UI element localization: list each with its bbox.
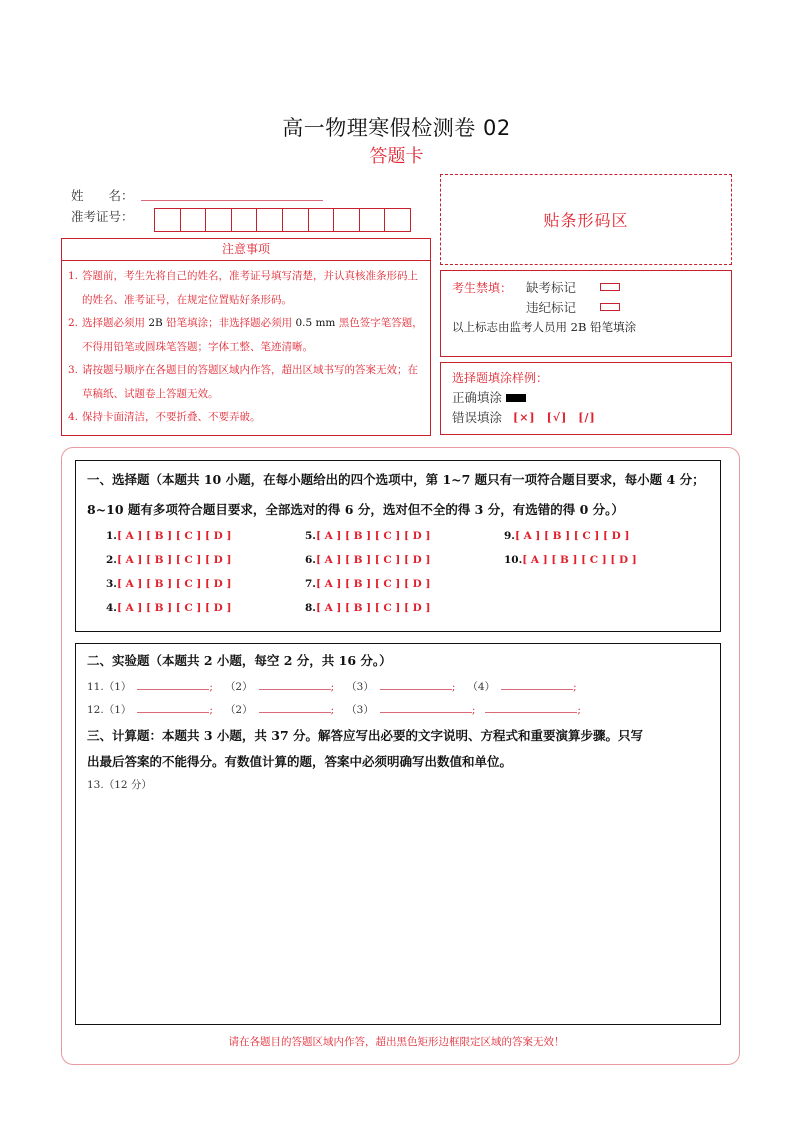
id-digit-box[interactable] [282,208,309,232]
wrong-mark-check-icon: [√] [546,411,568,424]
proctor-box [440,270,732,357]
notice-item: 3. 请按题号顺序在各题目的答题区域内作答，超出区域书写的答案无效；在草稿纸、试题卷上答题无效。 [68,364,418,400]
answer-blank[interactable] [501,678,573,690]
id-digit-box[interactable] [359,208,386,232]
proctor-note: 以上标志由监考人员用 2B 铅笔填涂 [452,320,637,334]
id-digit-box[interactable] [308,208,335,232]
q12-row: 12. （1） ; （2） ; （3） ; ; [76,699,720,722]
mc-question[interactable]: 9.[ A ] [ B ] [ C ] [ D ] [504,530,630,542]
id-digit-box[interactable] [154,208,181,232]
name-label: 姓 名： [71,188,134,203]
barcode-area [440,174,732,265]
notice-title: 注意事项 [62,239,430,261]
id-digit-box[interactable] [333,208,360,232]
absent-mark-box[interactable] [600,283,620,291]
id-digit-box[interactable] [205,208,232,232]
section-experiment-and-calculation [75,643,721,1025]
footer-warning: 请在各题目的答题区域内作答，超出黑色矩形边框限定区域的答案无效！ [228,1036,565,1048]
wrong-fill-label: 错误填涂 [452,410,503,425]
fill-sample-box [440,362,732,435]
id-digit-box[interactable] [180,208,207,232]
notice-item: 1. 答题前，考生先将自己的姓名，准考证号填写清楚，并认真核准条形码上的姓名、准考证号，在规定位置贴好条形码。 [68,270,418,306]
answer-blank[interactable] [259,678,331,690]
q13-answer-area[interactable] [76,789,720,1024]
violation-mark-box[interactable] [600,303,620,311]
filled-mark-icon [506,394,526,402]
proctor-label: 考生禁填： [452,280,513,295]
mc-question[interactable]: 4.[ A ] [ B ] [ C ] [ D ] [106,602,232,614]
mc-question[interactable]: 2.[ A ] [ B ] [ C ] [ D ] [106,554,232,566]
violation-mark-label: 违纪标记 [526,300,577,315]
fill-sample-title: 选择题填涂样例： [452,371,549,385]
absent-mark-label: 缺考标记 [526,280,577,295]
wrong-mark-slash-icon: [/] [578,411,596,424]
section3-heading-line2: 出最后答案的不能得分。有数值计算的题，答案中必须明确写出数值和单位。 [87,754,513,769]
answer-blank[interactable] [485,701,577,713]
section2-heading: 二、实验题（本题共 2 小题，每空 2 分，共 16 分。） [87,653,392,668]
mc-question[interactable]: 1.[ A ] [ B ] [ C ] [ D ] [106,530,232,542]
notice-item: 2. 选择题必须用 2B 铅笔填涂；非选择题必须用 0.5 mm 黑色签字笔答题，不得用铅笔或圆珠笔答题；字体工整、笔迹清晰。 [68,317,423,353]
q11-row: 11. （1） ; （2） ; （3） ; （4） ; [76,676,720,699]
notice-item: 4. 保持卡面清洁，不要折叠、不要弄破。 [68,411,261,423]
section3-heading-line1: 三、计算题：本题共 3 小题，共 37 分。解答应写出必要的文字说明、方程式和重要演算步骤。只写 [87,728,644,743]
page-title: 高一物理寒假检测卷 02 [282,116,511,140]
correct-fill-label: 正确填涂 [452,390,503,405]
barcode-label: 贴条形码区 [543,211,629,230]
section1-heading-line1: 一、选择题（本题共 10 小题，在每小题给出的四个选项中，第 1~7 题只有一项符合题目要求，每小题 4 分； [87,472,705,487]
q13-label: 13.（12 分） [87,779,152,791]
mc-question[interactable]: 5.[ A ] [ B ] [ C ] [ D ] [305,530,431,542]
id-label: 准考证号： [71,209,134,224]
answer-blank[interactable] [380,678,452,690]
wrong-mark-x-icon: [×] [513,411,536,424]
mc-question[interactable]: 10.[ A ] [ B ] [ C ] [ D ] [504,554,637,566]
mc-question[interactable]: 6.[ A ] [ B ] [ C ] [ D ] [305,554,431,566]
section-multiple-choice [75,460,721,632]
exam-id-boxes [155,208,411,232]
section1-heading-line2: 8~10 题有多项符合题目要求，全部选对的得 6 分，选对但不全的得 3 分，有选错的得 0 分。） [87,502,624,517]
notice-box [61,238,431,436]
answer-blank[interactable] [137,678,209,690]
answer-blank[interactable] [259,701,331,713]
answer-blank[interactable] [137,701,209,713]
id-digit-box[interactable] [384,208,411,232]
mc-question[interactable]: 7.[ A ] [ B ] [ C ] [ D ] [305,578,431,590]
id-digit-box[interactable] [231,208,258,232]
mc-question[interactable]: 8.[ A ] [ B ] [ C ] [ D ] [305,602,431,614]
id-digit-box[interactable] [256,208,283,232]
page-subtitle: 答题卡 [369,146,424,167]
name-input-line[interactable] [141,200,323,201]
answer-blank[interactable] [380,701,472,713]
mc-question[interactable]: 3.[ A ] [ B ] [ C ] [ D ] [106,578,232,590]
